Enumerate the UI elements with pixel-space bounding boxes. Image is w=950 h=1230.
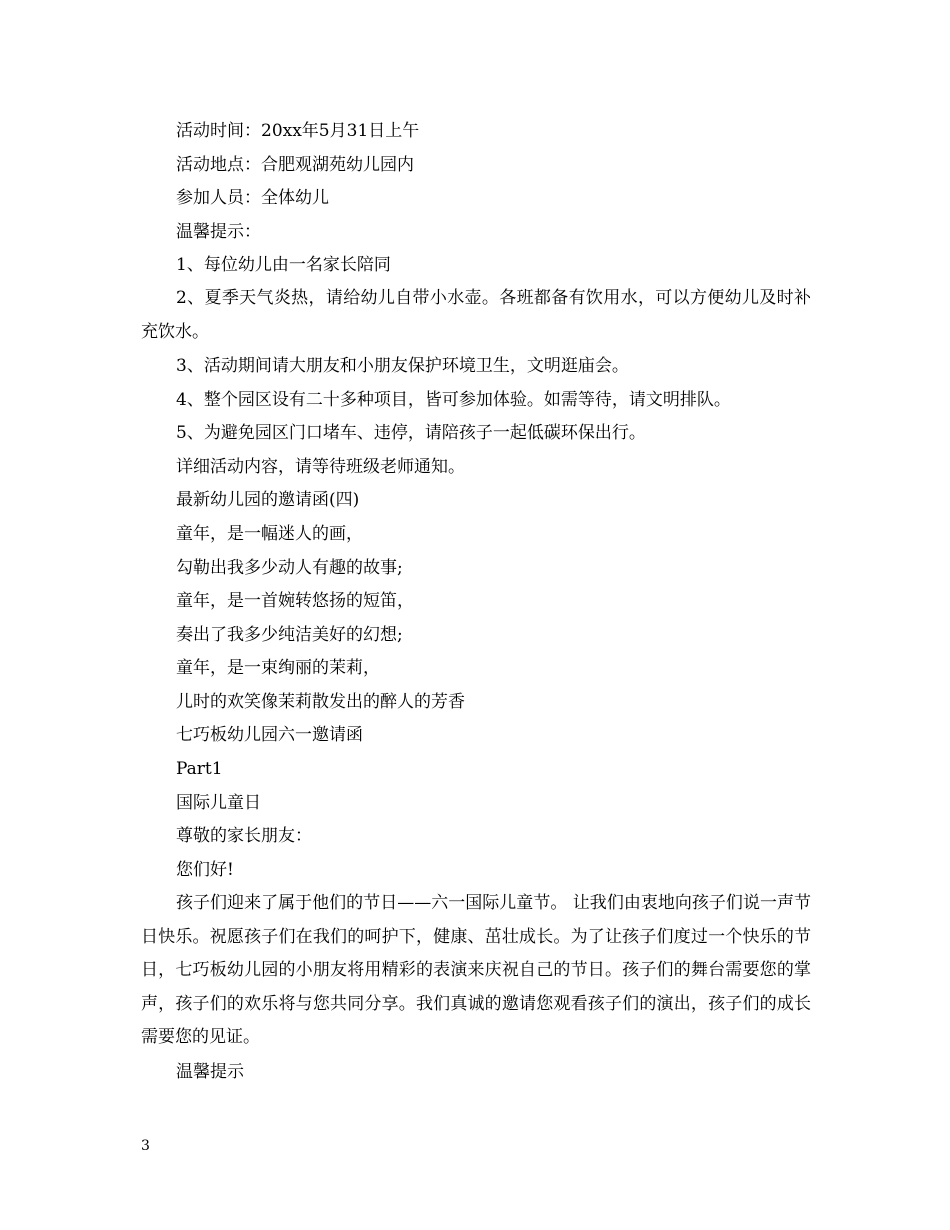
section-heading: 七巧板幼儿园六一邀请函 [176, 725, 363, 745]
text-line: 温馨提示 [176, 1062, 244, 1082]
text-line: 3、活动期间请大朋友和小朋友保护环境卫生，文明逛庙会。 [176, 356, 629, 376]
greeting-line: 尊敬的家长朋友： [176, 826, 312, 846]
poem-line: 奏出了我多少纯洁美好的幻想; [176, 625, 403, 645]
section-heading: 最新幼儿园的邀请函(四) [176, 490, 360, 510]
text-line: 活动地点：合肥观湖苑幼儿园内 [176, 155, 414, 175]
poem-line: 儿时的欢笑像茉莉散发出的醉人的芳香 [176, 692, 465, 712]
poem-line: 童年，是一首婉转悠扬的短笛， [176, 591, 414, 611]
text-line: 国际儿童日 [176, 793, 261, 813]
poem-line: 童年，是一束绚丽的茉莉， [176, 658, 380, 678]
paragraph: 孩子们迎来了属于他们的节日——六一国际儿童节。 让我们由衷地向孩子们说一声节日快乐。祝愿孩子们在我们的呵护下，健康、茁壮成长。为了让孩子们度过一个快乐的节日，七巧板幼儿园的小朋友将用精彩的表演来庆祝自己的节日。孩子们的舞台需要您的掌声，孩子们的欢乐将与您共同分享。我们真诚的邀请您观看孩子们的演出，孩子们的成长需要您的见证。 [141, 893, 811, 1048]
page-number: 3 [141, 1138, 150, 1154]
text-line: 5、为避免园区门口堵车、违停，请陪孩子一起低碳环保出行。 [176, 423, 646, 443]
poem-line: 勾勒出我多少动人有趣的故事; [176, 558, 403, 578]
text-line: Part1 [176, 759, 223, 779]
text-line: 4、整个园区设有二十多种项目，皆可参加体验。如需等待，请文明排队。 [176, 390, 731, 410]
text-line: 参加人员：全体幼儿 [176, 188, 329, 208]
text-line: 1、每位幼儿由一名家长陪同 [176, 255, 391, 275]
paragraph: 2、夏季天气炎热，请给幼儿自带小水壶。各班都备有饮用水，可以方便幼儿及时补充饮水。 [141, 288, 811, 342]
text-line: 活动时间：20xx年5月31日上午 [176, 121, 420, 141]
greeting-line: 您们好! [176, 860, 234, 880]
text-line: 温馨提示： [176, 222, 261, 242]
text-line: 详细活动内容，请等待班级老师通知。 [176, 457, 465, 477]
poem-line: 童年，是一幅迷人的画， [176, 524, 363, 544]
